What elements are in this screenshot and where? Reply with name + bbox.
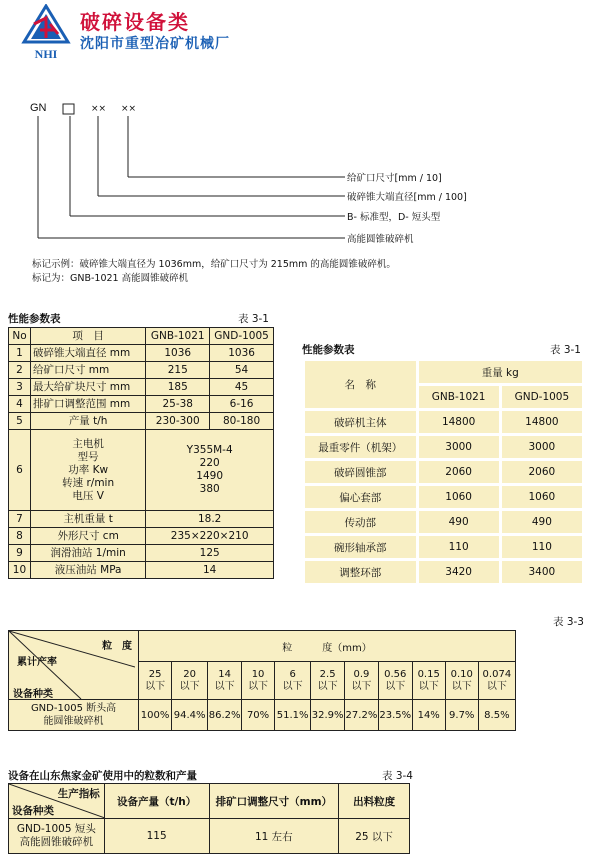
- cell: 外形尺寸 cm: [30, 528, 145, 545]
- corner-indicator: 生产指标: [57, 788, 100, 800]
- cell: 215: [146, 362, 210, 379]
- cell: 45: [210, 379, 274, 396]
- cell: 1: [9, 345, 31, 362]
- cell: 2: [9, 362, 31, 379]
- cell: 14800: [500, 410, 583, 435]
- table4-caption: 设备在山东焦家金矿使用中的粒数和产量: [8, 770, 197, 782]
- table-row: [9, 819, 410, 854]
- cell: 2060: [417, 460, 500, 485]
- value-cell: 27.2%: [345, 700, 379, 731]
- granularity-table: [8, 630, 516, 731]
- performance-table: [8, 327, 274, 579]
- value-cell: 86.2%: [208, 700, 242, 731]
- cell: 排矿口调整范围 mm: [30, 396, 145, 413]
- table-header-row: [9, 631, 516, 662]
- table-header-row: [9, 328, 274, 345]
- col-discharge: 排矿口调整尺寸（mm）: [209, 784, 339, 819]
- table-row: [9, 545, 274, 562]
- cell: 调整环部: [304, 560, 418, 585]
- motor-label: 主电机: [72, 437, 104, 450]
- cell: 18.2: [146, 511, 274, 528]
- cell: 490: [500, 510, 583, 535]
- cell: 235×220×210: [146, 528, 274, 545]
- table-row: [9, 562, 274, 579]
- size-cell: 25 以下: [139, 662, 172, 700]
- cell: 1060: [417, 485, 500, 510]
- cell: 80-180: [210, 413, 274, 430]
- motor-value: 220: [199, 457, 220, 469]
- cell: 主机重量 t: [30, 511, 145, 528]
- col-no: No: [9, 328, 31, 345]
- label-cone-diameter: 破碎锥大端直径[mm / 100]: [347, 192, 467, 203]
- col-weight: 重量 kg: [417, 360, 583, 385]
- value-cell: 51.1%: [275, 700, 311, 731]
- motor-labels: [30, 430, 145, 511]
- cell: 10: [9, 562, 31, 579]
- cell: 14: [146, 562, 274, 579]
- cell: 6: [9, 430, 31, 511]
- cell: 14800: [417, 410, 500, 435]
- size-header: 粒 度（mm）: [139, 631, 516, 662]
- col-gnb: GNB-1021: [146, 328, 210, 345]
- model-code-lines: [0, 0, 600, 250]
- table1-number: 表 3-1: [238, 313, 269, 325]
- cell: 4: [9, 396, 31, 413]
- table-row: [304, 460, 584, 485]
- cell: 54: [210, 362, 274, 379]
- corner-equipment: 设备种类: [13, 689, 53, 700]
- table-row: [9, 379, 274, 396]
- value-cell: 32.9%: [311, 700, 345, 731]
- label-feed-opening: 给矿口尺寸[mm / 10]: [347, 173, 442, 184]
- cell: 润滑油站 1/min: [30, 545, 145, 562]
- table3-number: 表 3-3: [553, 616, 584, 628]
- size-cell: 14 以下: [208, 662, 242, 700]
- motor-label: 功率 Kw: [68, 463, 109, 476]
- table-row-motor: [9, 430, 274, 511]
- equipment-cell: GND-1005 断头高 能圆锥破碎机: [9, 700, 139, 731]
- col-gnd: GND-1005: [500, 385, 583, 410]
- cell: 3: [9, 379, 31, 396]
- cell: 5: [9, 413, 31, 430]
- cell: 破碎锥大端直径 mm: [30, 345, 145, 362]
- value-cell: 8.5%: [478, 700, 515, 731]
- size-cell: 0.9 以下: [345, 662, 379, 700]
- table-row: [304, 485, 584, 510]
- motor-label: 型号: [77, 450, 99, 463]
- cell: 6-16: [210, 396, 274, 413]
- cell: 最大给矿块尺寸 mm: [30, 379, 145, 396]
- size-cell: 10 以下: [242, 662, 275, 700]
- cell: 3000: [417, 435, 500, 460]
- motor-label: 电压 V: [72, 489, 104, 502]
- motor-value: 380: [199, 483, 220, 495]
- size-cell: 0.56 以下: [378, 662, 412, 700]
- size-cell: 2.5 以下: [311, 662, 345, 700]
- model-prefix: GN: [30, 102, 47, 114]
- value-cell: 94.4%: [172, 700, 208, 731]
- cell: 传动部: [304, 510, 418, 535]
- table-row: [304, 535, 584, 560]
- value-cell: 23.5%: [378, 700, 412, 731]
- col-name: 名 称: [304, 360, 418, 410]
- cell: 125: [146, 545, 274, 562]
- col-gnd: GND-1005: [210, 328, 274, 345]
- size-cell: 20 以下: [172, 662, 208, 700]
- label-type: B- 标准型，D- 短头型: [347, 212, 441, 223]
- cell: 1036: [210, 345, 274, 362]
- table-row: [9, 700, 516, 731]
- cell: 3400: [500, 560, 583, 585]
- value-cell: 115: [104, 819, 209, 854]
- cell: 110: [417, 535, 500, 560]
- table-header-row: [304, 360, 584, 385]
- cell: 8: [9, 528, 31, 545]
- weight-table: [302, 358, 585, 586]
- cell: 25-38: [146, 396, 210, 413]
- cell: 3000: [500, 435, 583, 460]
- equipment-cell: GND-1005 短头 高能圆锥破碎机: [9, 819, 105, 854]
- model-placeholder-1: ××: [91, 104, 107, 114]
- col-gnb: GNB-1021: [417, 385, 500, 410]
- logo-text: NHI: [34, 47, 58, 61]
- motor-values: [146, 430, 274, 511]
- table4-number: 表 3-4: [382, 770, 413, 782]
- table-row: [304, 410, 584, 435]
- cell: 破碎机主体: [304, 410, 418, 435]
- page-title: 破碎设备类: [80, 10, 190, 34]
- model-placeholder-2: ××: [121, 104, 137, 114]
- table1-caption: 性能参数表: [8, 313, 61, 325]
- motor-value: Y355M-4: [186, 444, 233, 456]
- cell: 185: [146, 379, 210, 396]
- cell: 2060: [500, 460, 583, 485]
- value-cell: 100%: [139, 700, 172, 731]
- cell: 液压油站 MPa: [30, 562, 145, 579]
- table2-number: 表 3-1: [550, 344, 581, 356]
- corner-yield: 累计产率: [17, 657, 57, 668]
- cell: 9: [9, 545, 31, 562]
- corner-size: 粒 度: [102, 641, 133, 652]
- col-product-size: 出料粒度: [339, 784, 410, 819]
- table-row: [304, 435, 584, 460]
- table2-caption: 性能参数表: [302, 344, 355, 356]
- col-output: 设备产量（t/h）: [104, 784, 209, 819]
- corner-cell: [9, 784, 105, 819]
- cell: 给矿口尺寸 mm: [30, 362, 145, 379]
- cell: 最重零件（机架）: [304, 435, 418, 460]
- table-row: [9, 528, 274, 545]
- col-item: 项 目: [30, 328, 145, 345]
- cell: 碗形轴承部: [304, 535, 418, 560]
- value-cell: 14%: [412, 700, 445, 731]
- table-row: [9, 362, 274, 379]
- size-cell: 0.10 以下: [445, 662, 478, 700]
- value-cell: 11 左右: [209, 819, 339, 854]
- value-cell: 25 以下: [339, 819, 410, 854]
- size-cell: 0.074 以下: [478, 662, 515, 700]
- motor-label: 转速 r/min: [62, 476, 115, 489]
- size-cell: 6 以下: [275, 662, 311, 700]
- cell: 490: [417, 510, 500, 535]
- value-cell: 70%: [242, 700, 275, 731]
- cell: 破碎圆锥部: [304, 460, 418, 485]
- table-row: [9, 413, 274, 430]
- corner-equipment: 设备种类: [12, 805, 54, 817]
- value-cell: 9.7%: [445, 700, 478, 731]
- marking-result: 标记为：GNB-1021 高能圆锥破碎机: [32, 273, 189, 284]
- production-table: [8, 783, 410, 854]
- cell: 7: [9, 511, 31, 528]
- table-header-row: [9, 784, 410, 819]
- company-name: 沈阳市重型冶矿机械厂: [80, 36, 230, 52]
- table-row: [304, 510, 584, 535]
- cell: 1036: [146, 345, 210, 362]
- motor-value: 1490: [196, 470, 224, 482]
- size-cell: 0.15 以下: [412, 662, 445, 700]
- table-row: [9, 511, 274, 528]
- cell: 1060: [500, 485, 583, 510]
- table-row: [9, 396, 274, 413]
- cell: 偏心套部: [304, 485, 418, 510]
- table-row: [304, 560, 584, 585]
- table-row: [9, 345, 274, 362]
- cell: 110: [500, 535, 583, 560]
- cell: 产量 t/h: [30, 413, 145, 430]
- cell: 230-300: [146, 413, 210, 430]
- cell: 3420: [417, 560, 500, 585]
- label-machine: 高能圆锥破碎机: [347, 234, 414, 245]
- marking-example: 标记示例：破碎锥大端直径为 1036mm，给矿口尺寸为 215mm 的高能圆锥破碎机。: [32, 259, 396, 270]
- corner-cell: [9, 631, 139, 700]
